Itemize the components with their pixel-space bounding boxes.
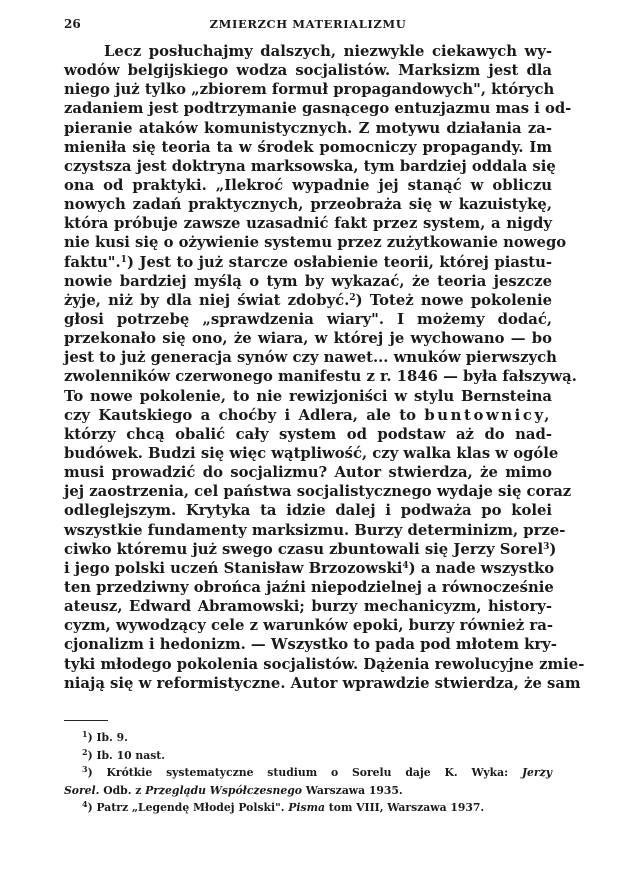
text-line: nowych zadań praktycznych, przeobraża się w kazuistykę,	[64, 196, 552, 214]
footnote-ref-paren: )	[126, 253, 134, 271]
text-line: budówek. Budzi się więc wątpliwość, czy walka klas w ogóle	[64, 444, 559, 462]
footnote-number: 2	[82, 746, 88, 757]
text-line: nie kusi się o ożywienie systemu przez zużytkowanie nowego	[64, 234, 567, 252]
text-line	[64, 559, 555, 578]
text-line: pieranie ataków komunistycznych. Z motywu działania za-	[64, 119, 552, 137]
text-line	[64, 253, 552, 272]
footnote-text: Patrz „Legendę Młodej Polski".	[96, 801, 285, 814]
text-segment: ciwko któremu już swego czasu zbuntowali się Jerzy Sorel	[64, 540, 544, 558]
text-segment: a nade wszystko	[420, 559, 555, 577]
text-line: jest to już generacja synów czy nawet... wnuków pierwszych	[64, 349, 557, 367]
footnote-divider	[64, 720, 108, 721]
text-line: głosi potrzebę „sprawdzenia wiary". I możemy dodać,	[64, 310, 552, 328]
text-line: niają się w reformistyczne. Autor wprawdzie stwierdza, że sam	[64, 674, 581, 692]
text-line: która próbuje zawsze uzasadnić fakt przez system, a nigdy	[64, 215, 552, 233]
footnote-text: Ib. 9.	[96, 731, 128, 744]
text-segment: czy Kautskiego a choćby i Adlera, ale to	[64, 406, 416, 424]
text-line: czystsza jest doktryna marksowska, tym bardziej oddala się	[64, 157, 556, 175]
text-line: którzy chcą obalić cały system od podstaw aż do nad-	[64, 425, 552, 443]
footnote-continuation	[64, 782, 552, 800]
text-line: cyzm, wywodzący cele z warunków epoki, burzy również ra-	[64, 617, 553, 635]
text-line: niego już tylko „zbiorem formuł propagandowych", których	[64, 81, 555, 99]
text-line: zadaniem jest podtrzymanie gasnącego entuzjazmu mas i od-	[64, 100, 572, 118]
text-line: To nowe pokolenie, to nie rewizjoniści w stylu Bernsteina	[64, 387, 552, 405]
text-line	[64, 540, 557, 559]
footnote-italic: Pisma	[288, 801, 326, 814]
footnote-ref: 4	[402, 560, 409, 571]
text-line: mieniła się teoria ta w środek pomocniczy propagandy. Im	[64, 138, 552, 156]
footnote: $^3$) Krótkie systematyczne studium o Sorelu daje K. Wyka: Jerzy	[82, 764, 553, 779]
text-line: wszystkie fundamenty marksizmu. Burzy determinizm, prze-	[64, 521, 566, 539]
text-segment: żyje, niż by dla niej świat zdobyć.	[64, 291, 350, 309]
text-line: tyki młodego pokolenia socjalistów. Dążenia rewolucyjne zmie-	[64, 655, 585, 673]
footnote-italic: Jerzy	[521, 766, 553, 779]
text-line: nowie bardziej myślą o tym by wykazać, że teoria jeszcze	[64, 272, 552, 290]
page-header	[64, 17, 552, 37]
footnote-number: 1	[82, 729, 88, 739]
footnote-text: tom VIII, Warszawa 1937.	[328, 801, 485, 814]
footnote-italic: Sorel.	[64, 783, 100, 797]
text-line	[64, 406, 552, 425]
text-line: odleglejszym. Krytyka ta idzie dalej i podważa po kolei	[64, 502, 552, 520]
text-segment: i jego polski uczeń Stanisław Brzozowski	[64, 559, 403, 577]
body-text	[64, 42, 585, 693]
footnote-ref: 2	[349, 292, 356, 303]
text-line: wodów belgijskiego wodza socjalistów. Marksizm jest dla	[64, 62, 552, 80]
running-title: ZMIERZCH MATERIALIZMU	[209, 17, 407, 31]
footnote-ref: 3	[543, 541, 550, 552]
text-segment: Toteż nowe pokolenie	[369, 291, 552, 309]
emphasized-word: buntownicy,	[424, 406, 552, 424]
footnote-text: Krótkie systematyczne studium o Sorelu daje K. Wyka:	[106, 766, 509, 779]
page-number: 26	[64, 17, 81, 31]
footnote: $^4$) Patrz „Legendę Młodej Polski". Pisma tom VIII, Warszawa 1937.	[82, 799, 485, 814]
footnote: $^2$) Ib. 10 nast.	[82, 746, 166, 762]
text-line: przekonało się ono, że wiara, w której je wychowano — bo	[64, 330, 552, 348]
text-line	[64, 291, 552, 310]
footnote-italic: Przeglądu Współczesnego	[145, 783, 302, 797]
footnote-ref-paren: )	[549, 540, 557, 558]
footnote-text: Ib. 10 nast.	[96, 748, 166, 762]
text-line: zwolenników czerwonego manifestu z r. 1846 — była fałszywą.	[64, 368, 577, 386]
text-segment: Jest to już starcze osłabienie teorii, której piastu-	[139, 253, 553, 271]
text-line: ten przedziwny obrońca jaźni niepodzielnej a równocześnie	[64, 578, 554, 596]
text-line: jej zaostrzenia, cel państwa socjalistycznego wydaje się coraz	[64, 483, 572, 501]
text-line: musi prowadzić do socjalizmu? Autor stwierdza, że mimo	[64, 464, 552, 482]
text-line: ateusz, Edward Abramowski; burzy mechanicyzm, history-	[64, 598, 552, 616]
footnote-number: 4	[82, 799, 88, 809]
text-segment: faktu".	[64, 253, 121, 271]
footnote-text: Warszawa 1935.	[305, 783, 403, 797]
footnote-text: Odb. z	[103, 783, 142, 797]
footnotes	[64, 729, 552, 817]
text-line: cjonalizm i hedonizm. — Wszystko to pada pod młotem kry-	[64, 636, 557, 654]
footnote-ref-paren: )	[355, 291, 363, 309]
footnote: $^1$) Ib. 9.	[82, 729, 128, 744]
footnote-ref-paren: )	[408, 559, 416, 577]
footnote-ref: 1	[120, 254, 127, 265]
text-line: ona od praktyki. „Ilekroć wypadnie jej stanąć w obliczu	[64, 176, 552, 194]
text-line: Lecz posłuchajmy dalszych, niezwykle ciekawych wy-	[104, 43, 552, 60]
footnote-number: 3	[82, 764, 88, 774]
